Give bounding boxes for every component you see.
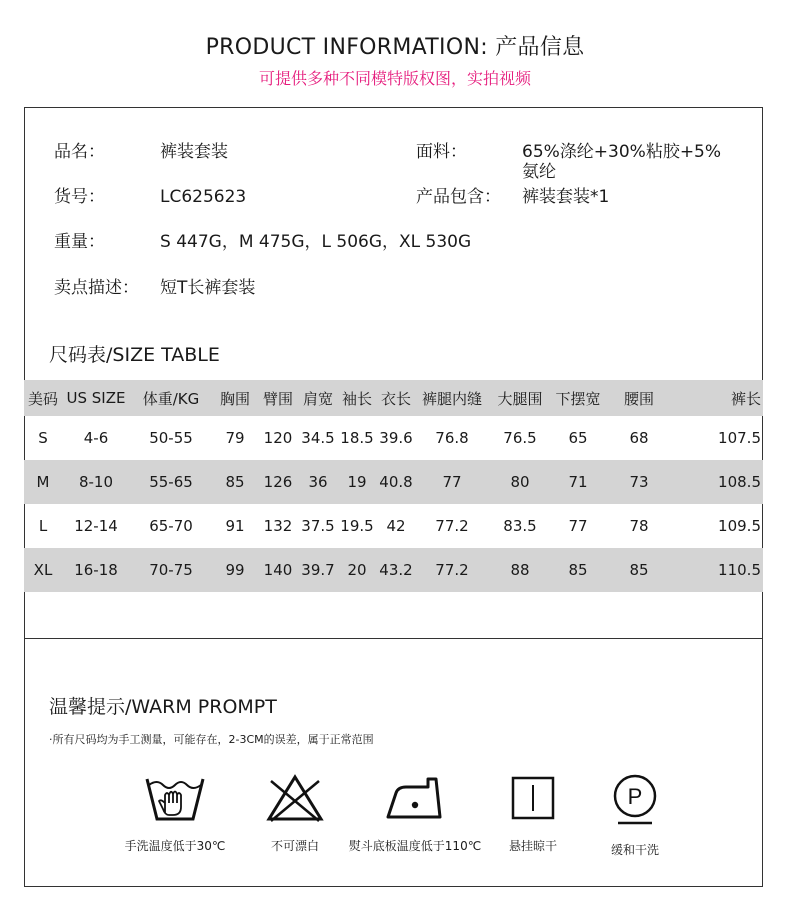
sku-row xyxy=(54,187,247,207)
product-name-value: 裤装套装 xyxy=(160,142,228,162)
warm-prompt-title: 温馨提示/WARM PROMPT xyxy=(49,696,277,718)
page-title: PRODUCT INFORMATION: 产品信息 xyxy=(205,35,585,60)
includes-label: 产品包含： xyxy=(416,187,501,207)
table-cell: 42 xyxy=(386,517,406,535)
header-cell: 美码 xyxy=(24,380,62,416)
table-cell: 80 xyxy=(488,460,552,504)
hand-wash-icon xyxy=(143,773,207,823)
sku-value: LC625623 xyxy=(160,187,247,207)
header-cell: 肩宽 xyxy=(298,380,338,416)
includes-row xyxy=(416,187,610,207)
table-cell: 16-18 xyxy=(62,548,130,592)
info-panel xyxy=(24,107,763,887)
table-cell: 79 xyxy=(225,429,245,447)
weight-value: S 447G，M 475G，L 506G，XL 530G xyxy=(160,232,472,252)
weight-label: 重量： xyxy=(54,232,105,252)
table-cell: 65-70 xyxy=(149,517,193,535)
table-cell: 73 xyxy=(604,460,674,504)
table-cell: 70-75 xyxy=(130,548,212,592)
care-iron xyxy=(340,773,490,854)
fabric-label: 面料： xyxy=(416,142,467,162)
header-cell: 大腿围 xyxy=(488,380,552,416)
table-cell: 40.8 xyxy=(376,460,416,504)
table-cell: 50-55 xyxy=(149,429,193,447)
table-cell: 88 xyxy=(488,548,552,592)
table-cell: 132 xyxy=(263,517,293,535)
care-label: 缓和干洗 xyxy=(610,843,659,857)
hang-dry-icon xyxy=(508,773,558,823)
table-cell: 39.6 xyxy=(379,429,413,447)
table-cell: 43.2 xyxy=(376,548,416,592)
table-cell: 8-10 xyxy=(62,460,130,504)
header-cell: 臂围 xyxy=(258,380,298,416)
table-cell: 83.5 xyxy=(503,517,537,535)
table-cell: S xyxy=(38,429,48,447)
header-cell: US SIZE xyxy=(62,380,130,416)
gentle-dry-clean-icon xyxy=(610,773,660,827)
care-hang-dry xyxy=(483,773,583,854)
table-cell: 65 xyxy=(568,429,588,447)
table-cell: 36 xyxy=(298,460,338,504)
includes-value: 裤装套装*1 xyxy=(522,187,610,207)
fabric-value: 65%涤纶+30%粘胶+5%氨纶 xyxy=(522,142,722,182)
table-cell: 19.5 xyxy=(340,517,374,535)
table-cell: 55-65 xyxy=(130,460,212,504)
header-cell: 裤腿内缝 xyxy=(416,380,488,416)
header-cell: 裤长 xyxy=(674,380,763,416)
table-cell: 37.5 xyxy=(301,517,335,535)
care-label: 熨斗底板温度低于110℃ xyxy=(348,839,482,853)
size-table-header xyxy=(24,380,763,416)
table-cell: 18.5 xyxy=(340,429,374,447)
product-name-row xyxy=(54,142,228,162)
table-cell: 110.5 xyxy=(674,548,763,592)
measurement-note: ·所有尺码均为手工测量，可能存在，2-3CM的误差，属于正常范围 xyxy=(49,733,374,746)
table-cell: 76.8 xyxy=(435,429,469,447)
care-gentle-dry-clean xyxy=(585,773,685,858)
table-cell: 77.2 xyxy=(416,548,488,592)
header-cell: 衣长 xyxy=(376,380,416,416)
no-bleach-icon xyxy=(265,773,325,823)
care-label: 悬挂晾干 xyxy=(508,839,557,853)
table-cell: 4-6 xyxy=(83,429,109,447)
table-cell: L xyxy=(38,517,48,535)
size-table xyxy=(24,380,763,592)
table-cell: 34.5 xyxy=(301,429,335,447)
table-cell: 71 xyxy=(552,460,604,504)
table-cell: 108.5 xyxy=(674,460,763,504)
table-cell: M xyxy=(24,460,62,504)
table-cell: 85 xyxy=(604,548,674,592)
header-cell: 腰围 xyxy=(604,380,674,416)
table-row xyxy=(24,548,763,592)
table-cell: 78 xyxy=(629,517,649,535)
table-cell: 77 xyxy=(416,460,488,504)
selling-point-label: 卖点描述： xyxy=(54,278,139,298)
size-table-title: 尺码表/SIZE TABLE xyxy=(49,344,220,366)
table-cell: 76.5 xyxy=(503,429,537,447)
table-cell: 20 xyxy=(338,548,376,592)
care-label: 手洗温度低于30℃ xyxy=(124,839,226,853)
table-cell: 12-14 xyxy=(74,517,118,535)
table-cell: 107.5 xyxy=(718,429,761,447)
table-cell: 77.2 xyxy=(435,517,469,535)
table-cell: 140 xyxy=(258,548,298,592)
table-row xyxy=(24,460,763,504)
selling-point-value: 短T长裤套装 xyxy=(160,278,256,298)
care-no-bleach xyxy=(235,773,355,854)
section-divider xyxy=(25,638,762,639)
table-row xyxy=(24,504,763,548)
table-cell: 109.5 xyxy=(718,517,761,535)
table-cell: 99 xyxy=(212,548,258,592)
table-cell: 120 xyxy=(263,429,293,447)
fabric-row xyxy=(416,142,722,182)
header-cell: 体重/KG xyxy=(130,380,212,416)
table-cell: 126 xyxy=(258,460,298,504)
sku-label: 货号： xyxy=(54,187,105,207)
product-name-label: 品名： xyxy=(54,142,105,162)
weight-row xyxy=(54,232,472,252)
table-cell: 19 xyxy=(338,460,376,504)
page-subtitle: 可提供多种不同模特版权图，实拍视频 xyxy=(258,69,531,88)
header-cell: 袖长 xyxy=(338,380,376,416)
svg-text:P: P xyxy=(627,784,643,809)
table-cell: 68 xyxy=(629,429,649,447)
care-hand-wash xyxy=(105,773,245,854)
table-row xyxy=(24,416,763,460)
table-cell: 77 xyxy=(568,517,588,535)
header-cell: 下摆宽 xyxy=(552,380,604,416)
table-cell: XL xyxy=(24,548,62,592)
iron-icon xyxy=(384,773,446,823)
table-cell: 85 xyxy=(552,548,604,592)
table-cell: 39.7 xyxy=(298,548,338,592)
header-cell: 胸围 xyxy=(212,380,258,416)
care-label: 不可漂白 xyxy=(270,839,319,853)
table-cell: 85 xyxy=(212,460,258,504)
table-cell: 91 xyxy=(225,517,245,535)
selling-point-row xyxy=(54,278,256,298)
